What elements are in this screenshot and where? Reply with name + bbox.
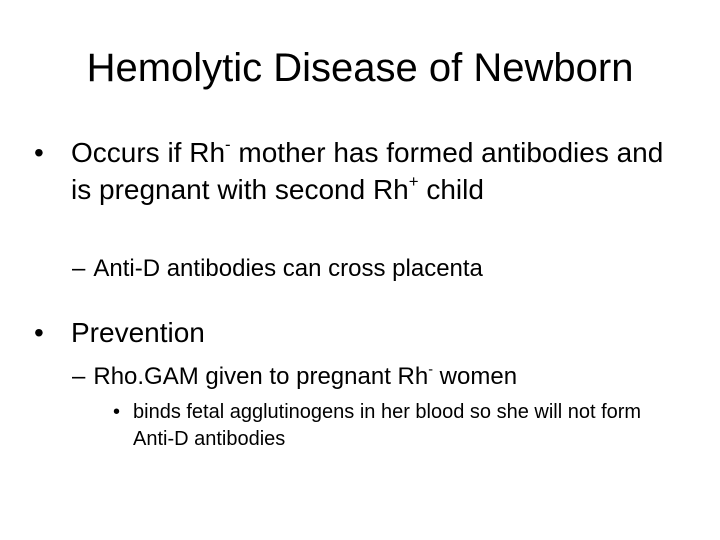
bullet-prevention [34, 314, 674, 351]
sub-bullet-rhogam-part1: Rho.GAM given to pregnant Rh [93, 363, 429, 390]
bullet-occurs-part2: mother has formed antibodies and is pregnant with second Rh [71, 137, 664, 205]
slide-title: Hemolytic Disease of Newborn [86, 46, 634, 90]
sub-bullet-anti-d-text: Anti-D antibodies can cross placenta [93, 255, 483, 282]
sub-sub-bullet-binds [113, 399, 673, 453]
bullet-marker: • [113, 401, 121, 423]
sub-bullet-rhogam-part2: women [433, 363, 518, 390]
rh-negative-sup: - [428, 361, 434, 378]
bullet-occurs [34, 134, 674, 208]
bullet-occurs-text [71, 134, 674, 208]
dash-marker: – [72, 363, 86, 390]
rh-negative-sup: - [225, 135, 231, 155]
sub-bullet-anti-d [72, 254, 483, 284]
rh-positive-sup: + [408, 172, 419, 192]
bullet-prevention-text: Prevention [71, 317, 205, 348]
dash-marker: – [72, 255, 86, 282]
bullet-occurs-part1: Occurs if Rh [71, 137, 226, 168]
bullet-marker: • [34, 137, 44, 168]
sub-sub-bullet-binds-text: binds fetal agglutinogens in her blood so she will not form Anti-D antibodies [133, 401, 642, 450]
sub-bullet-rhogam [72, 362, 517, 392]
bullet-occurs-part3: child [418, 174, 484, 205]
bullet-marker: • [34, 317, 44, 348]
